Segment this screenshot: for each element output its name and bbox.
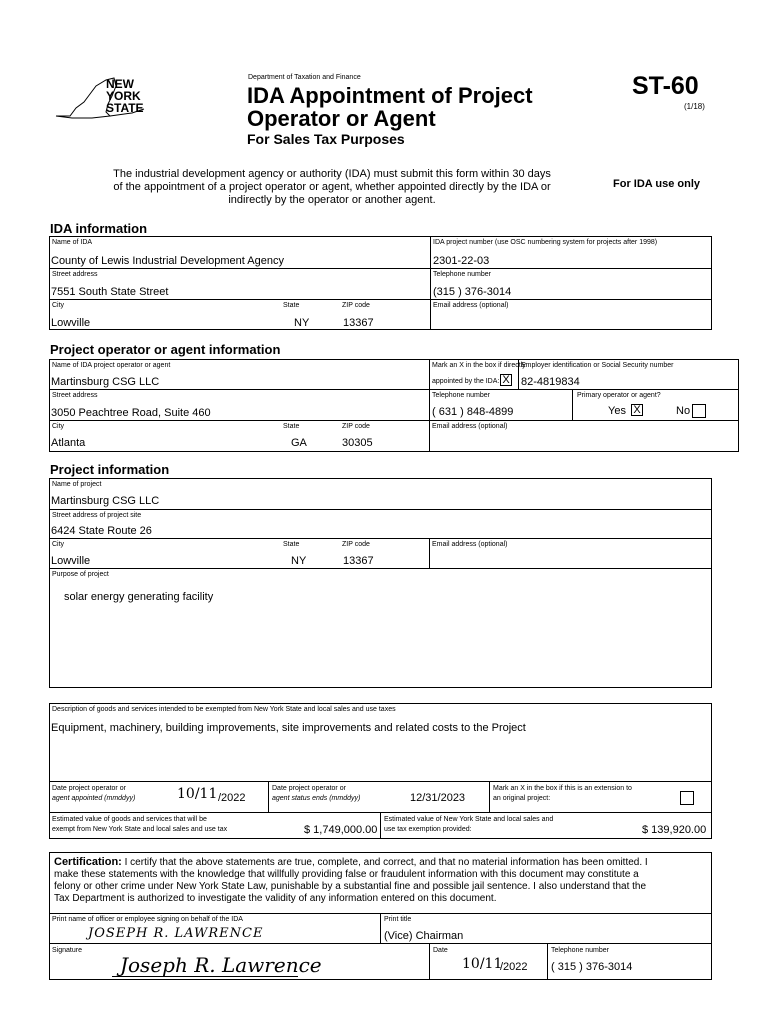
- cert-phone-field[interactable]: ( 315 ) 376-3014: [551, 961, 633, 973]
- signature-underline: [112, 976, 298, 977]
- instructions-line3: indirectly by the operator or another agent.: [228, 194, 436, 206]
- directly-appointed-checkbox[interactable]: X: [500, 374, 512, 386]
- operator-phone-label: Telephone number: [432, 392, 490, 399]
- nys-logo: [52, 72, 162, 124]
- print-title-field[interactable]: (Vice) Chairman: [384, 930, 464, 942]
- signature-field[interactable]: Joseph R. Lawrence: [120, 953, 322, 977]
- logo-text-york: YORK: [106, 89, 141, 103]
- operator-city-label: City: [52, 423, 65, 430]
- project-street-label: Street address of project site: [52, 512, 142, 519]
- ida-info-heading: IDA information: [50, 221, 148, 236]
- goods-description-field[interactable]: Equipment, machinery, building improvements, site improvements and related costs to the Project: [51, 722, 526, 734]
- project-street-field[interactable]: 6424 State Route 26: [51, 525, 152, 537]
- certification-line3: felony or other crime under New York State Law, punishable by a substantial fine and possible jail sentence. I also understand that the: [54, 881, 647, 892]
- goods-description-label: Description of goods and services intended to be exempted from New York State and local sales and use taxes: [52, 706, 396, 713]
- project-city-label: City: [52, 541, 65, 548]
- est-exemption-label-2: use tax exemption provided:: [384, 826, 472, 833]
- operator-zip-label: ZIP code: [342, 423, 370, 430]
- form-revision: (1/18): [684, 102, 705, 111]
- ida-phone-label: Telephone number: [433, 271, 491, 278]
- operator-ein-field[interactable]: 82-4819834: [521, 376, 580, 388]
- certification-line1: I certify that the above statements are true, complete, and correct, and that no material information has been omitted. I: [124, 857, 648, 868]
- project-name-field[interactable]: Martinsburg CSG LLC: [51, 495, 160, 507]
- project-city-field[interactable]: Lowville: [51, 555, 91, 567]
- operator-email-label: Email address (optional): [432, 423, 508, 430]
- certification-line2: make these statements with the knowledge that willfully providing false or fraudulent information with this document may constitute a: [54, 869, 639, 880]
- appointed-date-label-1: Date project operator or: [52, 785, 126, 792]
- operator-zip-field[interactable]: 30305: [342, 437, 373, 449]
- appointed-year-field: /2022: [218, 792, 246, 804]
- operator-phone-field[interactable]: ( 631 ) 848-4899: [432, 406, 514, 418]
- date-label: Date: [433, 947, 448, 954]
- est-value-label-1: Estimated value of goods and services that will be: [52, 816, 207, 823]
- ida-state-field[interactable]: NY: [294, 317, 310, 329]
- operator-street-label: Street address: [52, 392, 98, 399]
- est-exemption-field[interactable]: $ 139,920.00: [642, 824, 707, 836]
- status-date-label-2: agent status ends (mmddyy): [272, 795, 361, 802]
- ida-name-field[interactable]: County of Lewis Industrial Development Agency: [51, 255, 284, 267]
- est-value-label-2: exempt from New York State and local sales and use tax: [52, 826, 228, 833]
- est-value-field[interactable]: $ 1,749,000.00: [304, 824, 378, 836]
- project-zip-label: ZIP code: [342, 541, 370, 548]
- project-purpose-field[interactable]: solar energy generating facility: [64, 591, 214, 603]
- form-title-line1: IDA Appointment of Project: [247, 83, 533, 108]
- status-date-label-1: Date project operator or: [272, 785, 346, 792]
- certification-text: [54, 856, 708, 905]
- extension-label-1: Mark an X in the box if this is an extension to: [493, 785, 632, 792]
- print-title-label: Print title: [384, 916, 412, 923]
- ida-zip-label: ZIP code: [342, 302, 370, 309]
- form-number: ST-60: [632, 72, 699, 100]
- primary-no-checkbox[interactable]: [692, 404, 706, 418]
- form-title-line2: Operator or Agent: [247, 106, 436, 131]
- instructions-line2: of the appointment of a project operator or agent, whether appointed directly by the IDA or: [113, 181, 551, 193]
- ida-name-label: Name of IDA: [52, 239, 93, 246]
- appointed-date-label-2: agent appointed (mmddyy): [52, 795, 136, 802]
- project-state-label: State: [283, 541, 300, 548]
- ida-phone-field[interactable]: (315 ) 376-3014: [433, 286, 512, 298]
- operator-name-field[interactable]: Martinsburg CSG LLC: [51, 376, 160, 388]
- operator-city-field[interactable]: Atlanta: [51, 437, 86, 449]
- project-purpose-label: Purpose of project: [52, 571, 109, 578]
- instructions-line1: The industrial development agency or authority (IDA) must submit this form within 30 days: [113, 168, 551, 180]
- project-zip-field[interactable]: 13367: [343, 555, 374, 567]
- print-name-field[interactable]: JOSEPH R. LAWRENCE: [88, 926, 264, 941]
- extension-label-2: an original project:: [493, 795, 551, 802]
- project-name-label: Name of project: [52, 481, 102, 488]
- status-date-field[interactable]: 12/31/2023: [410, 792, 466, 804]
- ida-project-number-field[interactable]: 2301-22-03: [433, 255, 490, 267]
- ida-street-label: Street address: [52, 271, 98, 278]
- print-name-label: Print name of officer or employee signing on behalf of the IDA: [52, 916, 243, 923]
- primary-operator-label: Primary operator or agent?: [577, 392, 661, 399]
- ida-state-label: State: [283, 302, 300, 309]
- ida-info-box: [49, 236, 712, 330]
- logo-text-state: STATE: [106, 101, 144, 115]
- project-state-field[interactable]: NY: [291, 555, 307, 567]
- ida-street-field[interactable]: 7551 South State Street: [51, 286, 169, 298]
- operator-state-label: State: [283, 423, 300, 430]
- ida-project-number-label: IDA project number (use OSC numbering system for projects after 1998): [433, 239, 658, 246]
- ida-zip-field[interactable]: 13367: [343, 317, 374, 329]
- ida-use-only: For IDA use only: [613, 178, 700, 190]
- operator-mark-label-2: appointed by the IDA:: [432, 378, 500, 385]
- project-info-heading: Project information: [50, 462, 170, 477]
- appointed-date-field[interactable]: 10/11: [177, 786, 218, 802]
- operator-mark-label-1: Mark an X in the box if directly: [432, 362, 526, 369]
- department-label: Department of Taxation and Finance: [248, 74, 361, 81]
- project-email-label: Email address (optional): [432, 541, 508, 548]
- cert-phone-label: Telephone number: [551, 947, 609, 954]
- logo-text-new: NEW: [106, 77, 134, 91]
- form-subtitle: For Sales Tax Purposes: [247, 131, 405, 147]
- operator-ein-label: Employer identification or Social Security number: [521, 362, 674, 369]
- operator-info-heading: Project operator or agent information: [50, 342, 281, 357]
- certification-line4: Tax Department is authorized to investigate the validity of any information entered on this document.: [54, 893, 497, 904]
- operator-name-label: Name of IDA project operator or agent: [52, 362, 171, 369]
- ida-city-label: City: [52, 302, 65, 309]
- date-field[interactable]: 10/11: [462, 956, 503, 972]
- instructions: [62, 168, 602, 207]
- signature-label: Signature: [52, 947, 82, 954]
- primary-yes-checkbox[interactable]: X: [631, 404, 643, 416]
- certification-heading: Certification:: [54, 856, 122, 868]
- operator-state-field[interactable]: GA: [291, 437, 307, 449]
- primary-yes-label: Yes: [608, 405, 626, 417]
- operator-street-field[interactable]: 3050 Peachtree Road, Suite 460: [51, 407, 211, 419]
- extension-checkbox[interactable]: [680, 791, 694, 805]
- ida-city-field[interactable]: Lowville: [51, 317, 91, 329]
- date-year-field: /2022: [500, 961, 528, 973]
- est-exemption-label-1: Estimated value of New York State and local sales and: [384, 816, 554, 823]
- primary-no-label: No: [676, 405, 691, 417]
- ida-email-label: Email address (optional): [433, 302, 509, 309]
